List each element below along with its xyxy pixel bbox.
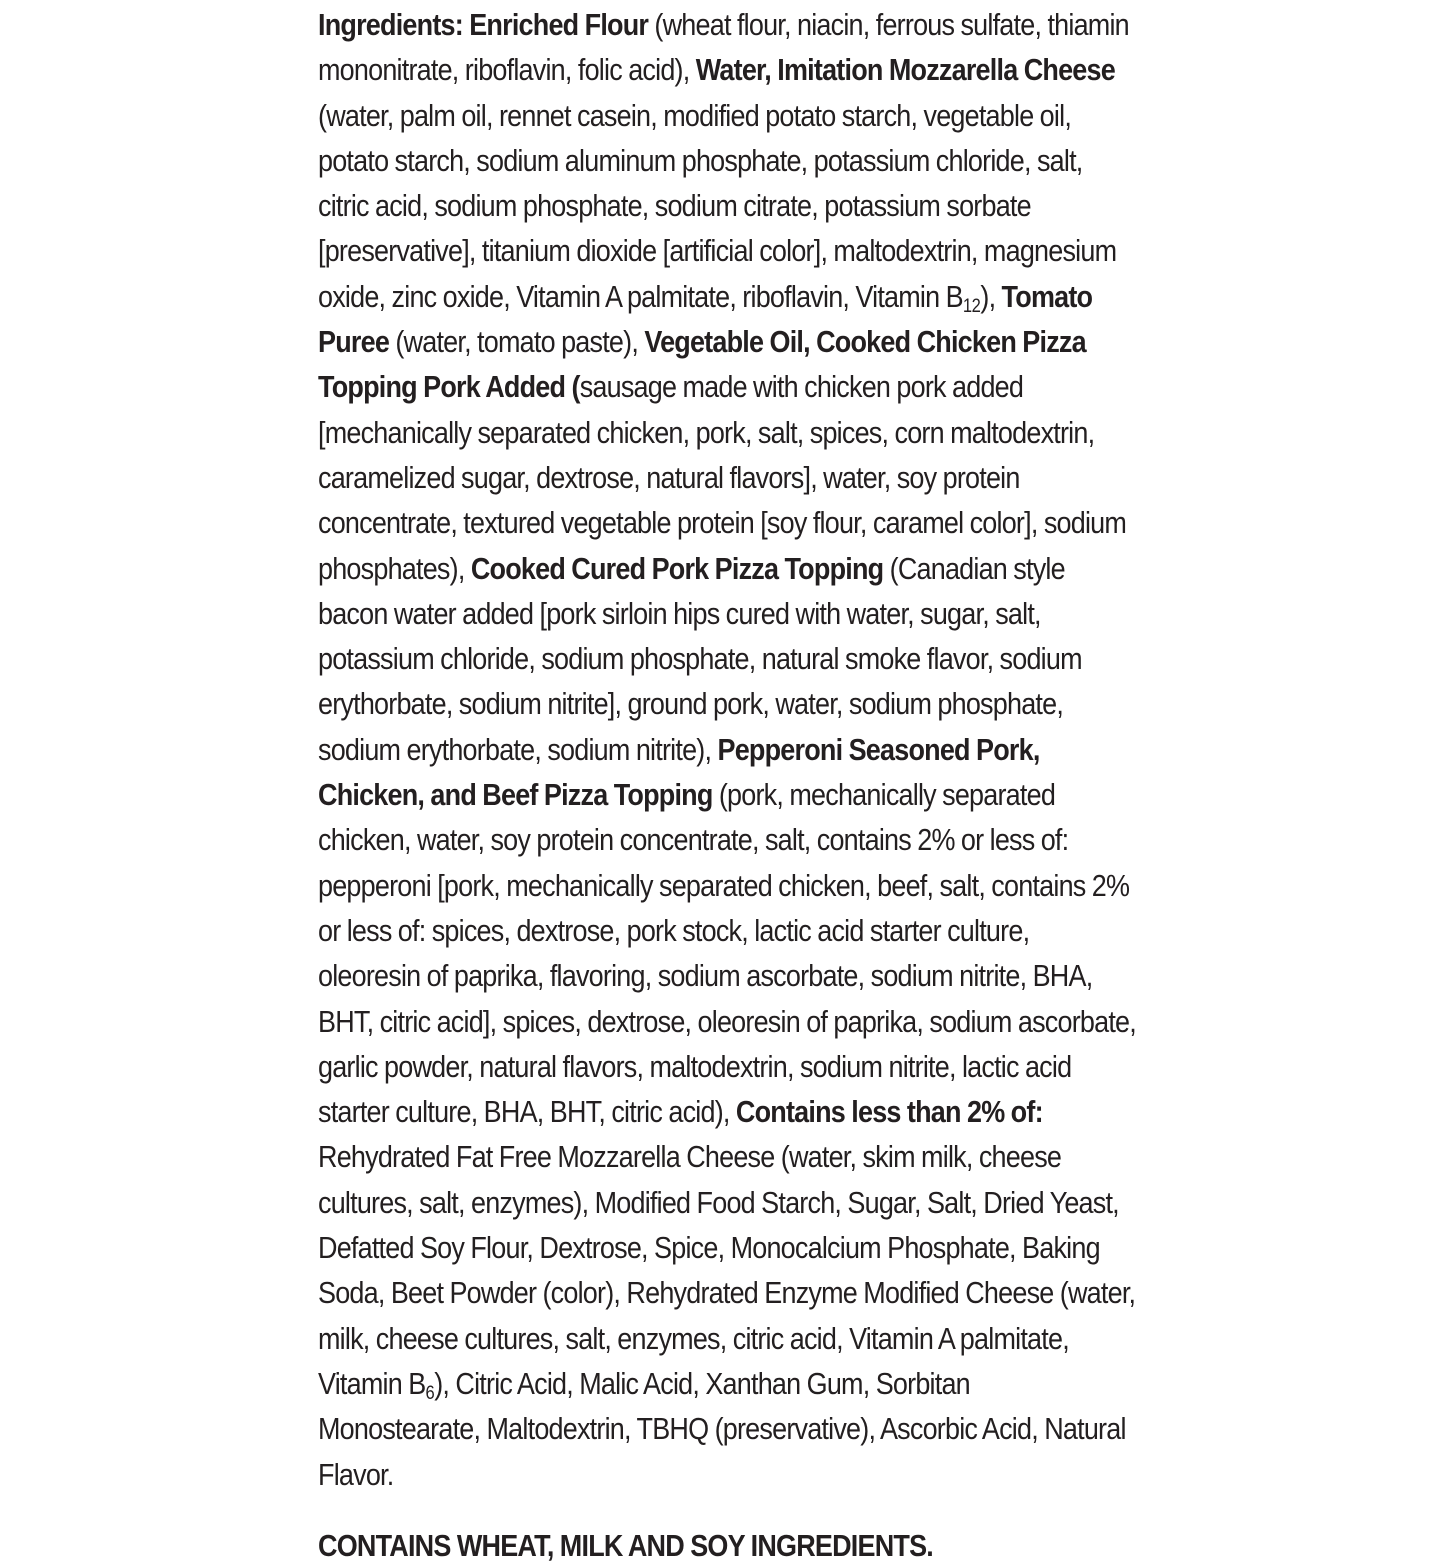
ingredient-segment: Tomato Puree (318, 278, 1093, 360)
ingredient-segment: Ingredients: Enriched Flour (318, 7, 649, 42)
ingredient-segment: (water, palm oil, rennet casein, modified potato starch, vegetable oil, potato starch, sodium aluminum phosphate, potassium chloride, salt, citric acid, sodium phosphate, sodium citrate, potassium sorbate [preservative], titanium dioxide [artificial color], maltodextrin, magnesium oxide, zinc oxide, Vitamin A palmitate, riboflavin, Vitamin B (318, 97, 1117, 314)
ingredient-segment: (wheat flour, niacin, ferrous sulfate, thiamin mononitrate, riboflavin, folic acid), (318, 7, 1129, 88)
ingredient-label-panel (318, 0, 1136, 1568)
subscript-text: 6 (425, 1382, 435, 1404)
ingredient-segment: ), (980, 278, 1002, 314)
ingredient-segment: Water, Imitation Mozzarella Cheese (695, 52, 1115, 88)
ingredient-segment: Cooked Cured Pork Pizza Topping (470, 550, 884, 586)
ingredient-segment: (pork, mechanically separated chicken, water, soy protein concentrate, salt, contains 2% or less of: pepperoni [pork, mechanically separated chicken, beef, salt, contains 2% or less of: spices, dextrose, pork stock, lactic acid starter culture, oleoresin of paprika, flavoring, sodium ascorbate, sodium nitrite, BHA, BHT, citric acid], spices, dextrose, oleoresin of paprika, sodium ascorbate, garlic powder, natural flavors, maltodextrin, sodium nitrite, lactic acid starter culture, BHA, BHT, citric acid), (318, 777, 1136, 1130)
allergen-statement: CONTAINS WHEAT, MILK AND SOY INGREDIENTS. (318, 1527, 934, 1563)
subscript-text: 12 (962, 295, 981, 317)
ingredient-segment: Rehydrated Fat Free Mozzarella Cheese (water, skim milk, cheese cultures, salt, enzymes), Modified Food Starch, Sugar, Salt, Dried Yeast, Defatted Soy Flour, Dextrose, Spice, Monocalcium Phosphate, Baking Soda, Beet Powder (color), Rehydrated Enzyme Modified Cheese (water, milk, cheese cultures, salt, enzymes, citric acid, Vitamin A palmitate, Vitamin B (318, 1139, 1136, 1401)
ingredient-segment: Contains less than 2% of: (735, 1094, 1043, 1130)
ingredient-segment: (water, tomato paste), (389, 324, 645, 360)
ingredient-segment: Vegetable Oil, Cooked Chicken Pizza Topping Pork Added ( (318, 324, 1086, 405)
ingredient-segment: ), Citric Acid, Malic Acid, Xanthan Gum, Sorbitan Monostearate, Maltodextrin, TBHQ (preservative), Ascorbic Acid, Natural Flavor. (318, 1365, 1126, 1492)
ingredient-segment: sausage made with chicken pork added [mechanically separated chicken, pork, salt, spices, corn maltodextrin, caramelized sugar, dextrose, natural flavors], water, soy protein concentrate, textured vegetable protein [soy flour, caramel color], sodium phosphates), (318, 369, 1127, 586)
ingredient-segment: Pepperoni Seasoned Pork, Chicken, and Beef Pizza Topping (318, 731, 1040, 813)
ingredients-paragraph (318, 0, 1138, 1497)
ingredient-segment: (Canadian style bacon water added [pork sirloin hips cured with water, sugar, salt, potassium chloride, sodium phosphate, natural smoke flavor, sodium erythorbate, sodium nitrite], ground pork, water, sodium phosphate, sodium erythorbate, sodium nitrite), (318, 550, 1082, 767)
